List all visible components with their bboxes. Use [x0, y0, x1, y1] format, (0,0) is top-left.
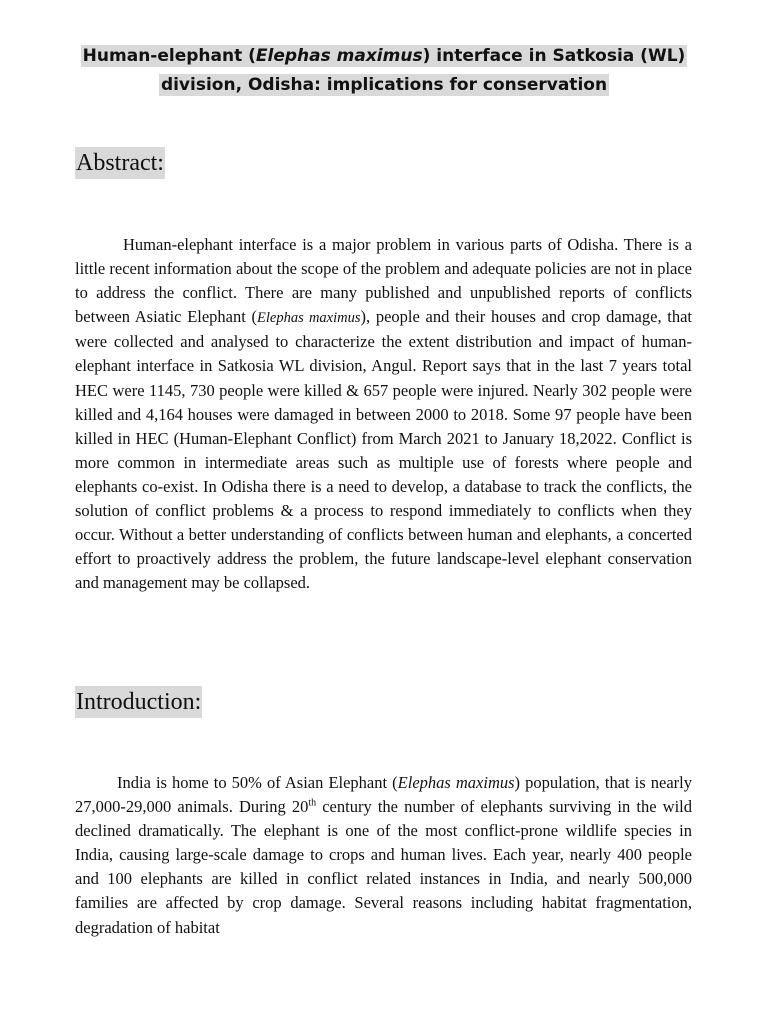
- title-species-italic: Elephas maximus: [255, 46, 423, 66]
- abstract-text-b: ), people and their houses and crop damage, that were collected and analysed to characterize the extent distribution and impact of human-elephant interface in Satkosia WL division, Angul. Report says that in the last 7 years total HEC were 1145, 730 people were killed & 657 people were injured. Nearly 302 people were killed and 4,164 houses were damaged in between 2000 to 2018. Some 97 people have been killed in HEC (Human-Elephant Conflict) from March 2021 to January 18,2022. Conflict is more common in intermediate areas such as multiple use of forests where people and elephants co-exist. In Odisha there is a need to develop, a database to track the conflicts, the solution of conflict problems & a process to respond immediately to conflicts when they occur. Without a better understanding of conflicts between human and elephants, a concerted effort to proactively address the problem, the future landscape-level elephant conservation and management may be collapsed.: [75, 307, 693, 593]
- intro-species-italic: Elephas maximus: [397, 773, 515, 792]
- abstract-paragraph: [75, 233, 692, 595]
- intro-text-c: century the number of elephants surviving in the wild declined dramatically. The elephant is one of the most conflict-prone wildlife species in India, causing large-scale damage to crops and human lives. Each year, nearly 400 people and 100 elephants are killed in conflict related instances in India, and nearly 500,000 families are affected by crop damage. Several reasons including habitat fragmentation, degradation of habitat: [75, 797, 692, 937]
- intro-superscript: th: [308, 797, 317, 809]
- abstract-species-italic: Elephas maximus: [257, 310, 361, 327]
- intro-text-b: ) population, that is nearly 27,000-29,000 animals. During 20: [75, 773, 692, 817]
- introduction-paragraph: [75, 771, 692, 940]
- introduction-heading: Introduction:: [75, 686, 202, 718]
- paper-title: [60, 42, 708, 100]
- abstract-text-a: Human-elephant interface is a major problem in various parts of Odisha. There is a little recent information about the scope of the problem and adequate policies are not in place to address the conflict. There are many published and unpublished reports of conflicts between Asiatic Elephant (: [75, 235, 692, 327]
- title-line-2: division, Odisha: implications for conservation: [160, 75, 608, 95]
- title-line-1: [81, 45, 688, 67]
- title-text-b: ) interface in Satkosia (WL): [422, 46, 686, 66]
- abstract-heading: Abstract:: [75, 147, 165, 179]
- intro-text-a: India is home to 50% of Asian Elephant (: [117, 773, 398, 792]
- title-text-a: Human-elephant (: [82, 46, 256, 66]
